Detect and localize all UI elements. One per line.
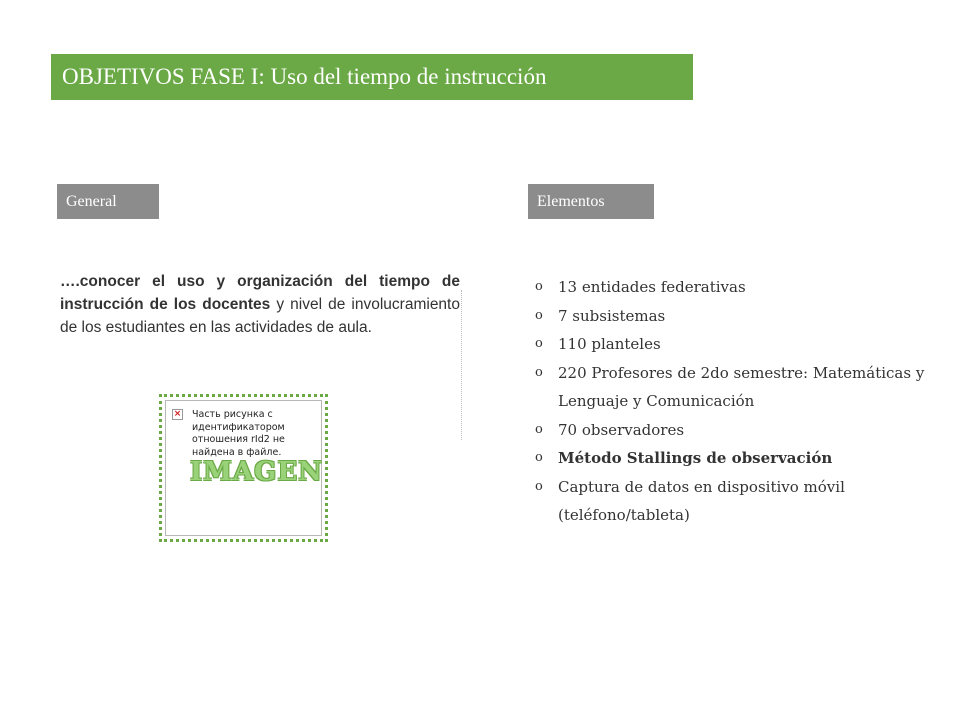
list-item: o 13 entidades federativas (535, 273, 935, 302)
bullet-icon: o (535, 450, 543, 465)
general-description (60, 270, 460, 339)
bullet-icon: o (535, 421, 543, 437)
list-item: o 70 observadores (535, 416, 935, 445)
general-description-lead: ….conocer el uso y organización del tiempo de instrucción de los docentes (60, 273, 460, 313)
broken-image-icon: × (173, 409, 182, 419)
bullet-icon: o (535, 478, 543, 494)
list-item: o Método Stallings de observación (535, 444, 935, 473)
broken-image-message: Часть рисунка с идентификатором отношения rId2 не найдена в файле. (192, 409, 285, 458)
image-placeholder (159, 394, 328, 542)
bullet-icon: o (535, 307, 543, 323)
bullet-icon: o (535, 279, 543, 294)
list-item: o 110 planteles (535, 330, 935, 359)
image-placeholder-box (165, 400, 322, 536)
elementos-list (535, 273, 935, 530)
elementos-tag: Elementos (528, 184, 654, 219)
general-description-rest: y nivel de involucramiento de los estudiantes en las actividades de aula. (60, 296, 460, 336)
list-item: o 7 subsistemas (535, 302, 935, 331)
general-tag: General (57, 184, 159, 219)
image-caption: IMAGEN (190, 457, 323, 487)
slide-title: OBJETIVOS FASE I: Uso del tiempo de instrucción (51, 54, 693, 100)
bullet-icon: o (535, 336, 543, 351)
column-divider (461, 290, 462, 440)
bullet-icon: o (535, 364, 543, 380)
list-item: o Captura de datos en dispositivo móvil (teléfono/tableta) (535, 473, 935, 530)
list-item: o 220 Profesores de 2do semestre: Matemáticas y Lenguaje y Comunicación (535, 359, 935, 416)
